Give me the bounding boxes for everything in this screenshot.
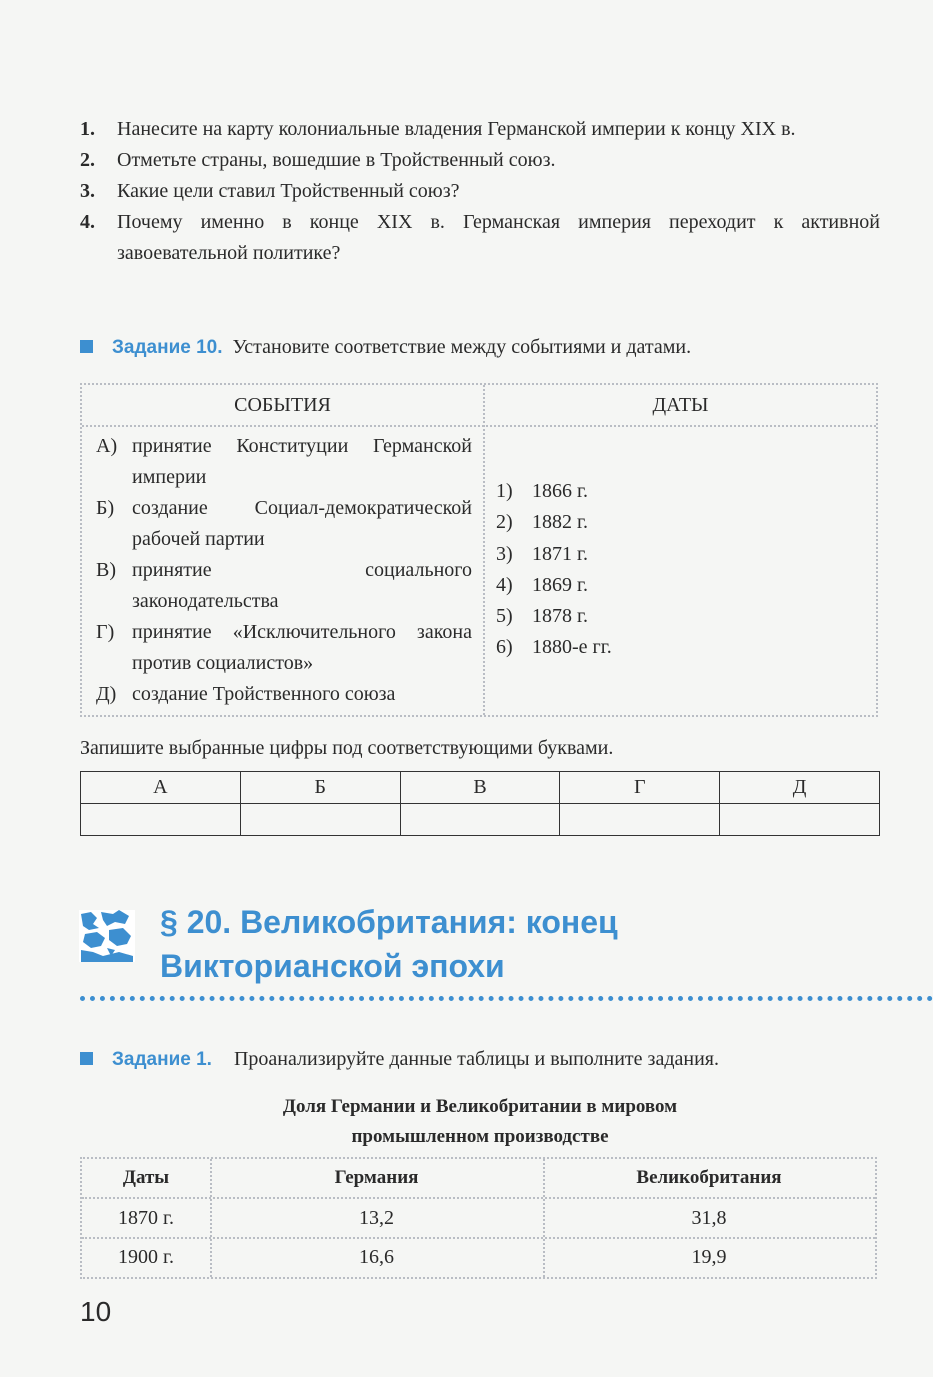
event-item [96,617,472,679]
page-number: 10 [80,1296,112,1327]
header-cell: Германия [334,1167,419,1188]
section-title-line2: Викторианской эпохи [160,948,505,984]
dates-header: ДАТЫ [652,394,709,416]
task-text: Установите соответствие между событиями и датами. [232,336,692,358]
date-text: 1871 г. [532,542,588,565]
question-text: Нанесите на карту колониальные владения Германской империи к концу XIX в. [117,118,796,140]
question-item [80,145,880,176]
table-cell: 1900 г. [118,1246,174,1268]
square-bullet-icon [80,340,93,353]
question-number: 3. [80,180,95,202]
table-cell: 31,8 [691,1207,727,1229]
table-cell: 1870 г. [118,1207,174,1229]
question-item [80,176,880,207]
table-title-line2: промышленном производстве [351,1126,609,1147]
table-title-line1: Доля Германии и Великобритании в мировом [282,1096,678,1117]
questions-list [80,114,880,269]
table-row [82,1246,875,1269]
matching-table [80,383,878,717]
date-text: 1880-е гг. [532,636,612,659]
task-text: Проанализируйте данные таблицы и выполните задания. [233,1048,719,1070]
task-label: Задание 1. [112,1049,212,1070]
event-item [96,679,472,710]
table-cell: 13,2 [359,1207,394,1229]
question-number: 4. [80,211,95,233]
row-divider [82,1197,875,1199]
date-text: 1882 г. [532,511,588,534]
answer-letter-cell: Б [240,772,400,804]
section-title [160,900,618,988]
event-item [96,555,472,617]
event-item [96,431,472,493]
answer-letters-row [81,772,880,804]
date-text: 1878 г. [532,605,588,628]
answer-letter-cell: А [81,772,241,804]
answer-input-cell[interactable] [400,804,560,836]
table-cell: 19,9 [691,1246,727,1268]
date-item [496,507,612,538]
section-map-icon [79,906,135,966]
table-title [80,1092,880,1152]
date-item [496,570,612,601]
date-item [496,601,612,632]
event-text: создание Социал-демократической рабочей партии [132,497,472,550]
task10-heading [80,336,691,359]
answer-letter-cell: В [400,772,560,804]
question-text: Почему именно в конце XIX в. Германская империя переходит к активной завоевательной политике? [117,211,880,264]
date-text: 1866 г. [532,480,588,502]
section-dotted-rule [80,996,933,1001]
date-text: 1869 г. [532,573,588,596]
question-text: Какие цели ставил Тройственный союз? [117,180,460,202]
task1-heading [80,1048,719,1071]
event-item [96,493,472,555]
table-header-row [82,1167,875,1189]
date-number: 4) [496,573,513,596]
events-list [96,431,472,710]
question-number: 2. [80,149,95,171]
answer-instruction: Запишите выбранные цифры под соответствующими буквами. [80,737,614,759]
date-number: 3) [496,542,513,565]
date-number: 2) [496,511,513,534]
date-number: 5) [496,605,513,628]
event-letter: Б) [96,497,115,519]
question-item [80,207,880,269]
answer-input-row [81,804,880,836]
dates-list [496,476,612,664]
question-text: Отметьте страны, вошедшие в Тройственный союз. [117,149,556,171]
answer-input-cell[interactable] [560,804,720,836]
answer-input-cell[interactable] [81,804,241,836]
answer-letter-cell: Д [720,772,880,804]
header-cell: Великобритания [636,1167,782,1188]
column-divider [483,385,485,715]
event-letter: Г) [96,621,115,643]
events-header: СОБЫТИЯ [234,394,331,416]
event-text: принятие социального законодательства [132,559,472,612]
header-cell: Даты [122,1167,170,1188]
square-bullet-icon [80,1052,93,1065]
event-text: принятие Конституции Германской империи [132,435,472,488]
answer-letter-cell: Г [560,772,720,804]
answer-input-cell[interactable] [720,804,880,836]
date-number: 1) [496,480,513,502]
date-item [496,476,612,507]
row-divider [82,1237,875,1239]
event-letter: В) [96,559,116,581]
event-letter: А) [96,435,118,457]
task-label: Задание 10. [112,337,223,358]
answer-input-cell[interactable] [240,804,400,836]
date-number: 6) [496,636,513,659]
header-divider [82,425,876,427]
event-letter: Д) [96,683,117,705]
production-table [80,1157,877,1279]
event-text: создание Тройственного союза [132,683,396,705]
section-title-line1: § 20. Великобритания: конец [160,904,618,940]
question-number: 1. [80,118,95,140]
event-text: принятие «Исключительного закона против социалистов» [132,621,472,674]
date-item [496,539,612,570]
answer-table [80,771,880,836]
table-row [82,1207,875,1230]
date-item [496,632,612,663]
question-item [80,114,880,145]
table-cell: 16,6 [359,1246,394,1268]
